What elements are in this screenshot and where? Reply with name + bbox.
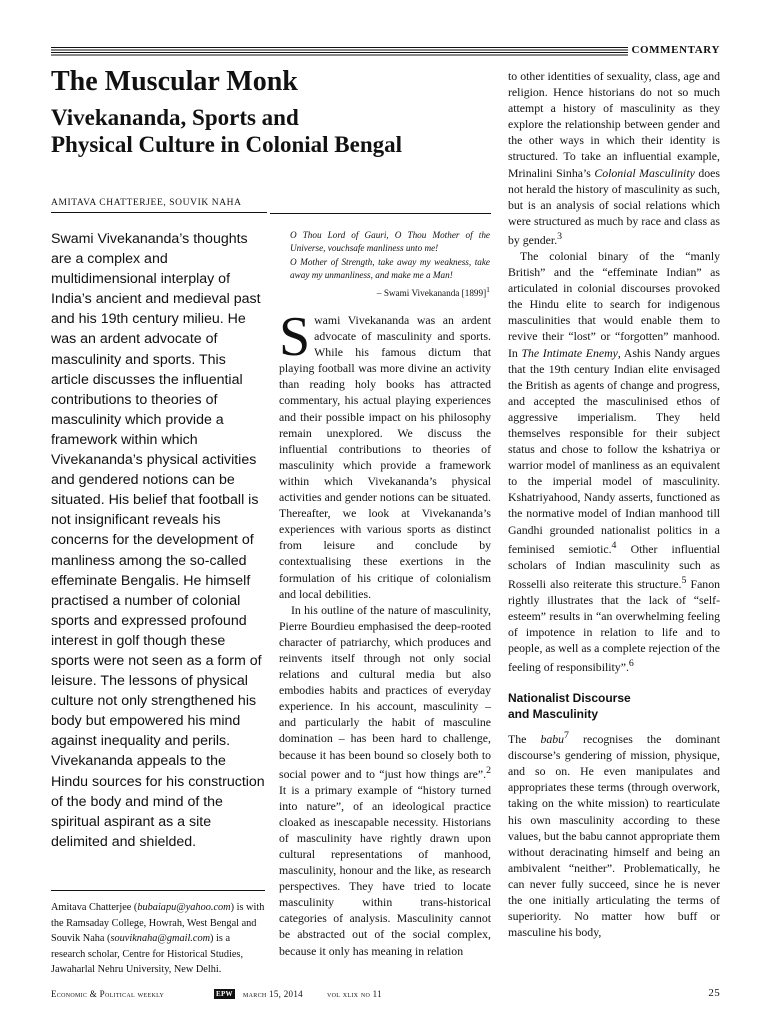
body-paragraph bbox=[508, 68, 720, 248]
subtitle-line-1: Vivekananda, Sports and bbox=[51, 105, 299, 130]
author-byline: AMITAVA CHATTERJEE, SOUVIK NAHA bbox=[51, 198, 267, 213]
drop-cap: S bbox=[279, 306, 311, 368]
author-info bbox=[51, 900, 265, 978]
body-text: wami Vivekananda was an ardent advocate of masculinity and sports. While his famous dictum that playing football was more divine an activity than reading holy books has attracted commentary, his actual playing experiences and their possible impact on his philosophy remain unexplored. We discuss the influential contributions to theories of masculinity which provide a framework within which Vivekananda’s physical activities and gender notions can be situated. Thereafter, we look at Vivekananda’s experiences with various sports as distinct from leisure and conclude by contextualising these exertions in the formulation of his critique of colonialism and local debilities. bbox=[279, 313, 491, 601]
body-text: recognises the dominant discourse’s gendering of mission, physique, and so on. He even manipulates and appropriates these terms (through overwork, taking on the white mission) to rearticulate his own masculinity according to these values, but the babu cannot appropriate them without deracinating himself and being an ambivalent “neither”. Problematically, he can never fully succeed, since he is never the one initially articulating the terms of superiority. No matter how buff or masculine his body, bbox=[508, 732, 720, 940]
epigraph-source-text: – Swami Vivekananda [1899] bbox=[376, 287, 487, 298]
footnote-ref: 3 bbox=[557, 230, 563, 242]
header-rule bbox=[51, 44, 720, 57]
body-text: does not herald the history of masculinity as such, but is an analysis of social relations which were structured as much by race and class as by gender. bbox=[508, 165, 720, 247]
epigraph-source bbox=[290, 283, 490, 300]
body-text: to other identities of sexuality, class, age and religion. Hence historians do not so much attempt a history of masculinity as they explore the relationship between gender and the other ways in which their identity is structured. To take an influential example, Mrinalini Sinha’s bbox=[508, 69, 720, 180]
article-subtitle bbox=[51, 104, 491, 158]
author-info-part: Amitava Chatterjee ( bbox=[51, 902, 138, 913]
body-paragraph bbox=[279, 306, 491, 602]
footnote-ref: 7 bbox=[564, 730, 569, 742]
page-number: 25 bbox=[708, 987, 720, 999]
author-email-2: souviknaha@gmail.com bbox=[110, 933, 211, 944]
body-paragraph bbox=[279, 602, 491, 959]
abstract-text: Swami Vivekananda’s thoughts are a complex and multidimensional interplay of India’s ancient and medieval past and his 19th century milieu. He was an ardent advocate of masculinity and sports. This article discusses the influential contributions to theories of masculinity which provide a framework within which Vivekananda’s physical activities and gendered notions can be situated. His belief that football is not insignificant reveals his concerns for the development of manliness among the so-called effeminate Bengalis. He himself practised a number of colonial sports and expressed profound interest in golf though these sports were not seen as a form of leisure. The lessons of physical culture not only strengthened his body but empowered his mind against inequality and perils. Vivekananda appeals to the Hindu sources for his construction of the body and mind of the spiritual aspirant as a site delimited and shielded. bbox=[51, 231, 265, 850]
footnote-ref: 6 bbox=[628, 658, 634, 670]
author-info-part: ) is a research scholar, Centre for Historical Studies, Jawaharlal Nehru University, New Delhi. bbox=[51, 933, 244, 975]
book-title: Colonial Masculinity bbox=[594, 165, 695, 180]
byline-rule bbox=[270, 213, 491, 214]
body-paragraph bbox=[508, 728, 720, 940]
subtitle-line-2: Physical Culture in Colonial Bengal bbox=[51, 132, 403, 157]
epigraph-line-2: O Mother of Strength, take away my weakness, take away my unmanliness, and make me a Man! bbox=[290, 256, 490, 281]
body-paragraph bbox=[508, 248, 720, 675]
body-text: Fanon rightly illustrates that the lack of “self-esteem” results in “an overwhelming feeling of impotence in relation to life and to people, as well as a complete rejection of the feeling of responsibility”. bbox=[508, 576, 720, 675]
issue-volume: vol xlix no 11 bbox=[327, 989, 382, 999]
section-tag: COMMENTARY bbox=[631, 44, 720, 56]
footnote-ref: 5 bbox=[681, 574, 687, 586]
section-heading-line-2: and Masculinity bbox=[508, 706, 599, 721]
body-text: In his outline of the nature of masculinity, Pierre Bourdieu emphasised the deep-rooted character of patriarchy, which produces and reinvents itself through not only social relations and cultural media but also embodies habits and practices of everyday experience. In his account, masculinity – and particularly the habit of masculine domination – has been hard to challenge, because it has been bound so closely both to social power and to “just how things are”. bbox=[279, 602, 491, 781]
body-text: It is a primary example of “history turned into nature”, of an ideological practice cloaked as inescapable necessity. Historians of masculinity have rightly drawn upon cultural representations of manhood, masculinity, honour and the like, as research perspectives. They have tried to locate masculinity within trans-historical categories of analysis. Masculinity cannot be abstracted out of the social complex, because it only has meaning in relation bbox=[279, 782, 491, 958]
body-text: , Ashis Nandy argues that the 19th century Indian elite envisaged the British as agents of change and progress, and accepted the masculinised ethos of aggressive imperialism. They held themselves responsible for their subject status and chose to follow the kshatriya or warrior model of manliness as an equivalent to the imperial model of masculinity. Kshatriyahood, Nandy asserts, functioned as the normative model of Indian manhood till Gandhi grounded nationalist politics in a feminised semiotic. bbox=[508, 345, 720, 556]
footnote-ref: 4 bbox=[611, 539, 617, 551]
footnote-ref: 2 bbox=[486, 764, 491, 776]
body-column-3 bbox=[508, 68, 720, 940]
body-text: The bbox=[508, 732, 541, 747]
article-title: The Muscular Monk bbox=[51, 66, 298, 97]
author-info-rule bbox=[51, 890, 265, 891]
page-footer bbox=[51, 987, 720, 1001]
epigraph bbox=[290, 229, 490, 300]
journal-name: Economic & Political weekly bbox=[51, 989, 165, 999]
section-heading-line-1: Nationalist Discourse bbox=[508, 691, 631, 706]
body-text: The colonial binary of the “manly British” and the “effeminate Indian” as articulated in colonial discourses provoked the Hindu elite to search for indigenous masculinities that would enable them to revive their “lost” or “forgotten” manhood. In bbox=[508, 248, 720, 360]
epigraph-line-1: O Thou Lord of Gauri, O Thou Mother of the Universe, vouchsafe manliness unto me! bbox=[290, 230, 490, 254]
author-email-1: bubaiapu@yahoo.com bbox=[137, 902, 231, 913]
abstract bbox=[51, 229, 265, 852]
body-column-2 bbox=[279, 306, 491, 959]
section-heading bbox=[508, 691, 720, 722]
body-text: Other influential scholars of Indian masculinity such as Rosselli also reiterate this structure. bbox=[508, 541, 721, 591]
author-info-text bbox=[51, 900, 265, 978]
author-info-part: ) is with the Ramsaday College, Howrah, West Bengal and Souvik Naha ( bbox=[51, 902, 265, 944]
issue-date: march 15, 2014 bbox=[243, 989, 303, 999]
footnote-ref: 1 bbox=[486, 284, 490, 294]
book-title: The Intimate Enemy bbox=[521, 345, 618, 360]
header-decorative-lines bbox=[51, 47, 628, 57]
italic-term: babu bbox=[540, 732, 565, 747]
epw-logo: EPW bbox=[216, 990, 233, 998]
